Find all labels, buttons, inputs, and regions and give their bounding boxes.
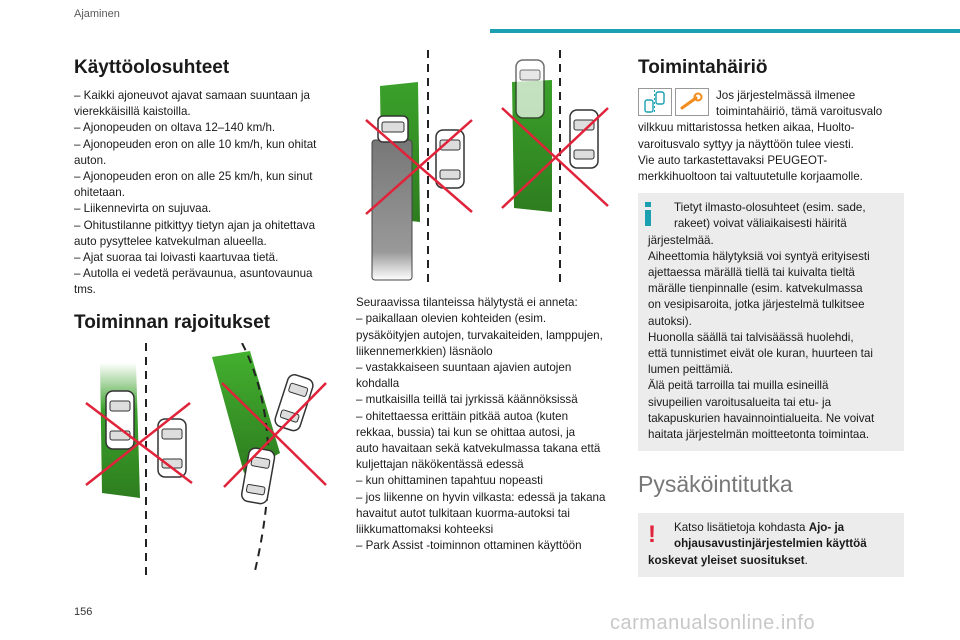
text-line: että tunnistimet eivät ole kuran, huurteen tai (648, 347, 873, 361)
text-line: – Liikennevirta on sujuvaa. (74, 202, 212, 216)
text-line: merkkihuoltoon tai valtuutetulle korjaamolle. (638, 170, 863, 184)
warning-text-bold-2: ohjausavustinjärjestelmien käyttöä (674, 537, 867, 551)
text-line: Aiheettomia hälytyksiä voi syntyä erityisesti (648, 249, 870, 263)
text-line: liikkumattomaksi kohteeksi (356, 523, 494, 537)
info-text-indented (648, 200, 896, 232)
text-line: Vie auto tarkastettavaksi PEUGEOT- (638, 153, 828, 167)
blind-spot-warning-icon (639, 89, 672, 116)
text-line: Jos järjestelmässä ilmenee (716, 89, 856, 102)
text-line: – Ajat suoraa tai loivasti kaartuvaa tietä. (74, 251, 279, 265)
text-line: – Ajonopeuden on oltava 12–140 km/h. (74, 121, 276, 135)
warning-lamps (638, 88, 710, 116)
info-icon (645, 202, 651, 226)
text-line: järjestelmää. (648, 233, 714, 247)
limitations-figure-svg (74, 343, 336, 575)
text-line: sivupeilien varoitusalueita tai etu- ja (648, 395, 832, 409)
text-line: – Ajonopeuden eron on alle 25 km/h, kun sinut (74, 170, 313, 184)
running-header: Ajaminen (74, 8, 120, 20)
text-line: Älä peitä tarroilla tai muilla esineillä (648, 379, 829, 393)
passing-car-icon (273, 373, 314, 432)
text-line: kohdalla (356, 377, 400, 391)
warning-text-bold-1: Ajo- ja (808, 521, 845, 535)
operating-conditions-text (74, 88, 336, 299)
text-line: toimintahäiriö, tämä varoitusvalo (716, 105, 883, 119)
text-line: on vesipisaroita, jotka järjestelmä tulkitsee (648, 298, 865, 312)
column-left (74, 56, 336, 580)
text-line: liikennemerkkien) läsnäolo (356, 344, 493, 358)
warning-exclamation-icon: ! (648, 521, 656, 549)
text-line: haitata järjestelmän moitteetonta toimintaa. (648, 428, 870, 442)
text-line: – Autolla ei vedetä perävaunua, asuntovaunua (74, 267, 313, 281)
text-line: – kun ohittaminen tapahtuu nopeasti (356, 474, 543, 488)
text-line: – Ohitustilanne pitkittyy tietyn ajan ja ohitettava (74, 218, 316, 232)
header-accent-bar (490, 29, 960, 33)
text-line: märälle tienpinnalle (esim. katvekulmassa (648, 282, 863, 296)
malfunction-text (638, 120, 904, 185)
heading-operating-conditions: Käyttöolosuhteet (74, 57, 230, 78)
page-number: 156 (74, 606, 93, 618)
text-line: auto pysyttelee katvekulman alueella. (74, 234, 267, 248)
no-alert-conditions-text (356, 295, 628, 554)
text-line: auton. (74, 153, 107, 167)
text-line: – Ajonopeuden eron on alle 10 km/h, kun ohitat (74, 137, 317, 151)
text-line: Huonolla säällä tai talvisäässä huolehdi, (648, 330, 854, 344)
watermark: carmanualsonline.info (610, 612, 816, 634)
text-line: varoitusvalo syttyy ja näyttöön tulee viesti. (638, 137, 854, 151)
column-middle (356, 50, 628, 554)
column-right (638, 56, 904, 577)
text-line: takapuskurien havainnointialueita. Ne voivat (648, 411, 875, 425)
text-line: rakeet) voivat väliaikaisesti häiritä (674, 217, 847, 231)
text-line: ajettaessa märällä tiellä tai kuivalta tieltä (648, 266, 855, 280)
text-line: – mutkaisilla teillä tai jyrkissä käännöksissä (356, 393, 578, 407)
text-line: rekkaa, bussia) tai kun se ohittaa autosi, ja (356, 425, 576, 439)
text-line: Tietyt ilmasto-olosuhteet (esim. sade, (674, 201, 866, 215)
text-line: – Park Assist -toiminnon ottaminen käyttöön (356, 539, 582, 553)
text-line: auto havaitaan sekä katvekulmassa takana että (356, 442, 601, 456)
text-line: lumen peittämiä. (648, 363, 734, 377)
text-line: tms. (74, 283, 96, 297)
text-line: – paikallaan olevien kohteiden (esim. (356, 312, 547, 326)
text-line: – ohitettaessa erittäin pitkää autoa (kuten (356, 409, 569, 423)
malfunction-block (638, 88, 904, 185)
text-line: vierekkäisillä kaistoilla. (74, 105, 191, 119)
wrench-icon (676, 89, 709, 116)
car-behind-icon (516, 60, 544, 118)
heading-malfunction: Toimintahäiriö (638, 57, 768, 78)
limitations-illustration (74, 343, 336, 580)
text-line: ohitetaan. (74, 186, 125, 200)
text-line: autoksi). (648, 314, 692, 328)
text-line: – jos liikenne on hyvin vilkasta: edessä ja takana (356, 490, 606, 504)
warning-text-plain: Katso lisätietoja kohdasta (674, 521, 809, 535)
info-text (648, 233, 896, 444)
truck-illustration (356, 50, 628, 287)
truck-icon (372, 116, 412, 280)
text-line: vilkkuu mittaristossa hetken aikaa, Huolto- (638, 121, 855, 135)
text-line: havaitut autot tulkitaan kuorma-autoksi tai (356, 506, 570, 520)
warning-text-bold-3: koskevat yleiset suositukset (648, 553, 805, 567)
heading-limitations: Toiminnan rajoitukset (74, 311, 271, 333)
text-line: pysäköityjen autojen, turvakaiteiden, lamppujen, (356, 328, 603, 342)
section-title-parking-sensors: Pysäköintitutka (638, 471, 793, 498)
text-line: Seuraavissa tilanteissa hälytystä ei anneta: (356, 296, 578, 310)
info-box (638, 193, 904, 451)
text-line: kuljettajan näkökentässä edessä (356, 458, 524, 472)
warning-text-end: . (804, 553, 808, 567)
text-line: – vastakkaiseen suuntaan ajavien autojen (356, 361, 572, 375)
text-line: – Kaikki ajoneuvot ajavat samaan suuntaan ja (74, 89, 310, 102)
warning-box (638, 513, 904, 577)
truck-figure-svg (356, 50, 628, 282)
